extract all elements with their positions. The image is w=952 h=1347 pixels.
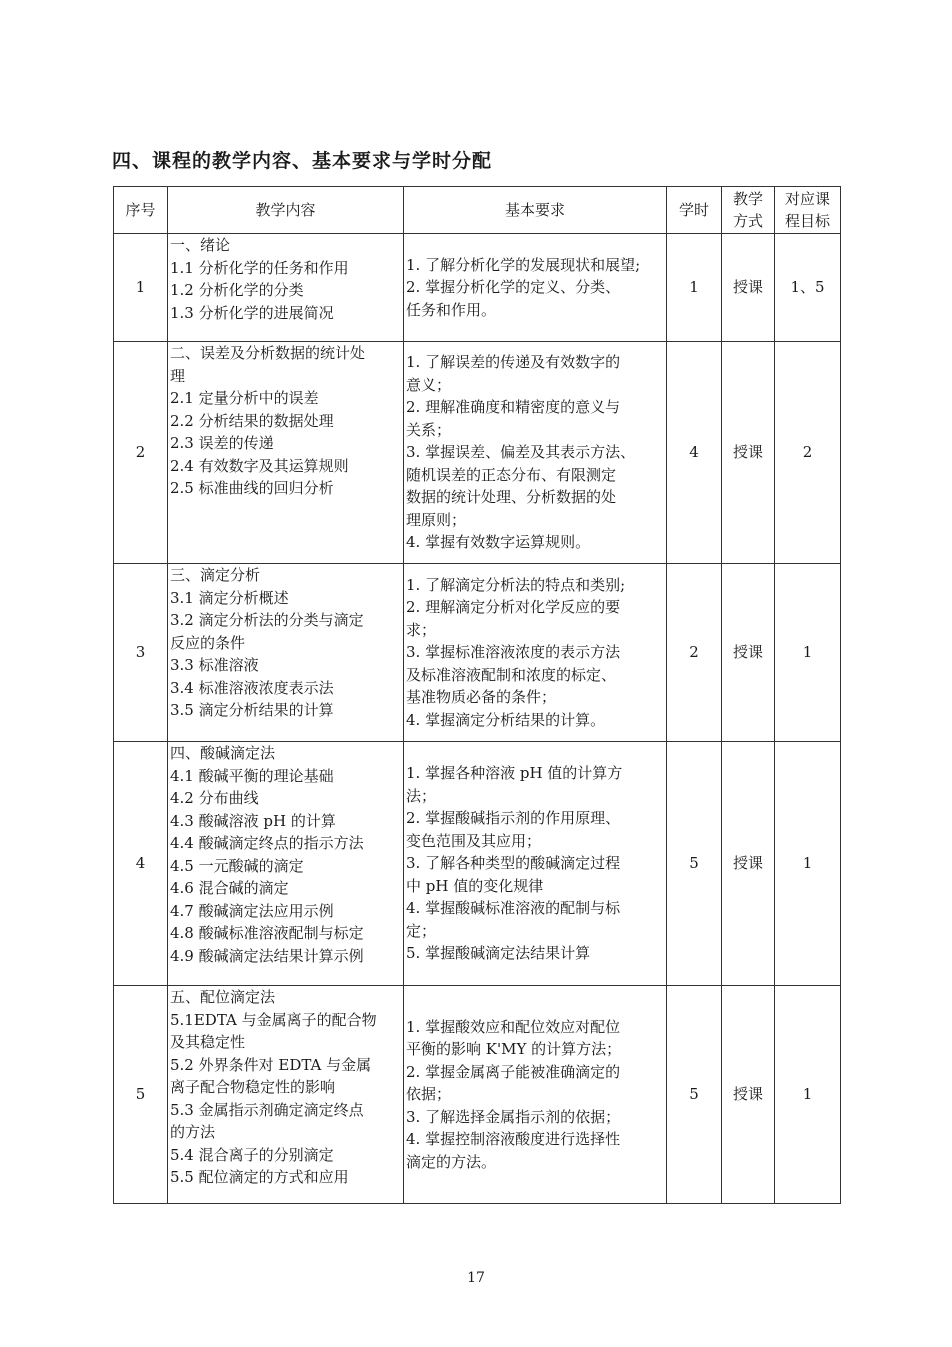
requirement-line: 1. 掌握酸效应和配位效应对配位: [406, 1017, 621, 1036]
content-line: 1.3 分析化学的进展简况: [170, 303, 334, 322]
requirement-line: 2. 掌握金属离子能被准确滴定的: [406, 1062, 621, 1081]
header-method-line-2: 方式: [732, 212, 763, 230]
method-cell: 授课: [722, 986, 775, 1204]
requirement-line: 中 pH 值的变化规律: [406, 876, 544, 895]
row-index-cell: 2: [114, 342, 168, 564]
requirement-line: 随机误差的正态分布、有限测定: [406, 465, 617, 484]
method-cell: 授课: [722, 342, 775, 564]
content-line: 反应的条件: [170, 633, 246, 652]
objective-cell: 1: [775, 986, 841, 1204]
content-line: 二、误差及分析数据的统计处: [170, 344, 366, 362]
content-cell: [168, 234, 404, 342]
content-line: 5.4 混合离子的分别滴定: [170, 1145, 334, 1164]
header-method: [722, 187, 775, 234]
method-cell: 授课: [722, 234, 775, 342]
objective-cell: 1: [775, 742, 841, 986]
requirement-line: 4. 掌握滴定分析结果的计算。: [406, 710, 606, 729]
requirement-line: 及标准溶液配制和浓度的标定、: [406, 665, 617, 684]
method-cell: 授课: [722, 742, 775, 986]
content-cell: [168, 564, 404, 742]
requirement-line: 法；: [406, 786, 437, 805]
content-line: 2.5 标准曲线的回归分析: [170, 479, 334, 497]
content-line: 3.4 标准溶液浓度表示法: [170, 678, 334, 697]
content-line: 5.5 配位滴定的方式和应用: [170, 1168, 349, 1186]
content-line: 4.5 一元酸碱的滴定: [170, 856, 304, 875]
hours-cell: 2: [667, 564, 722, 742]
header-method-line-1: 教学: [732, 190, 763, 208]
requirement-line: 1. 了解分析化学的发展现状和展望;: [406, 255, 641, 274]
requirements-cell: [404, 742, 667, 986]
content-line: 3.5 滴定分析结果的计算: [170, 701, 334, 719]
curriculum-table: [113, 186, 841, 1204]
content-line: 4.6 混合碱的滴定: [170, 879, 289, 897]
table-header-row: [114, 187, 841, 234]
requirement-line: 3. 了解选择金属指示剂的依据；: [406, 1107, 621, 1126]
table-row: [114, 342, 841, 564]
content-line: 3.2 滴定分析法的分类与滴定: [170, 611, 364, 629]
content-line: 五、配位滴定法: [170, 988, 276, 1006]
header-objective-line-1: 对应课: [784, 190, 830, 208]
content-line: 2.2 分析结果的数据处理: [170, 411, 334, 430]
requirement-line: 4. 掌握有效数字运算规则。: [406, 533, 591, 552]
requirement-line: 2. 掌握酸碱指示剂的作用原理、: [406, 809, 621, 828]
requirement-line: 关系；: [406, 420, 452, 439]
requirements-cell: [404, 342, 667, 564]
header-requirements: 基本要求: [404, 187, 667, 234]
requirement-line: 数据的统计处理、分析数据的处: [406, 488, 617, 507]
requirements-cell: [404, 234, 667, 342]
hours-cell: 5: [667, 742, 722, 986]
objective-cell: 1: [775, 564, 841, 742]
requirement-line: 理原则；: [406, 510, 467, 529]
hours-cell: 5: [667, 986, 722, 1204]
requirement-line: 求；: [406, 620, 437, 639]
objective-cell: 1、5: [775, 234, 841, 342]
content-line: 4.4 酸碱滴定终点的指示方法: [170, 834, 364, 852]
content-line: 一、绪论: [170, 236, 231, 254]
content-line: 4.9 酸碱滴定法结果计算示例: [170, 946, 364, 965]
header-objective: [775, 187, 841, 234]
table-row: [114, 234, 841, 342]
row-index-cell: 4: [114, 742, 168, 986]
content-line: 5.3 金属指示剂确定滴定终点: [170, 1100, 364, 1119]
table-body: [114, 234, 841, 1204]
requirement-line: 1. 了解滴定分析法的特点和类别;: [406, 575, 626, 594]
requirement-line: 滴定的方法。: [406, 1152, 497, 1171]
row-index-cell: 5: [114, 986, 168, 1204]
requirement-line: 平衡的影响 K'MY 的计算方法；: [406, 1040, 622, 1059]
requirement-line: 基准物质必备的条件；: [406, 688, 557, 707]
content-line: 2.4 有效数字及其运算规则: [170, 456, 349, 475]
table-row: [114, 986, 841, 1204]
requirement-line: 2. 理解准确度和精密度的意义与: [406, 398, 621, 417]
section-heading: 四、课程的教学内容、基本要求与学时分配: [112, 150, 493, 172]
content-line: 理: [170, 366, 186, 385]
header-objective-line-2: 程目标: [784, 212, 830, 230]
content-line: 4.3 酸碱溶液 pH 的计算: [170, 811, 336, 830]
content-cell: [168, 986, 404, 1204]
requirement-line: 4. 掌握控制溶液酸度进行选择性: [406, 1130, 621, 1149]
requirement-line: 依据；: [406, 1085, 452, 1104]
table-row: [114, 564, 841, 742]
header-content: 教学内容: [168, 187, 404, 234]
content-line: 2.1 定量分析中的误差: [170, 389, 319, 407]
hours-cell: 4: [667, 342, 722, 564]
requirement-line: 1. 掌握各种溶液 pH 值的计算方: [406, 764, 623, 783]
row-index-cell: 3: [114, 564, 168, 742]
requirements-cell: [404, 564, 667, 742]
page-number: 17: [467, 1270, 485, 1286]
content-line: 及其稳定性: [170, 1033, 246, 1051]
content-cell: [168, 742, 404, 986]
requirement-line: 5. 掌握酸碱滴定法结果计算: [406, 944, 591, 963]
requirement-line: 3. 掌握标准溶液浓度的表示方法: [406, 643, 621, 662]
content-line: 4.1 酸碱平衡的理论基础: [170, 766, 334, 785]
content-line: 4.7 酸碱滴定法应用示例: [170, 901, 334, 920]
content-line: 离子配合物稳定性的影响: [170, 1078, 336, 1096]
objective-cell: 2: [775, 342, 841, 564]
header-index: 序号: [114, 187, 168, 234]
hours-cell: 1: [667, 234, 722, 342]
requirement-line: 任务和作用。: [406, 300, 497, 319]
requirement-line: 3. 了解各种类型的酸碱滴定过程: [406, 854, 621, 873]
requirement-line: 定；: [406, 921, 437, 940]
content-line: 四、酸碱滴定法: [170, 744, 276, 762]
method-cell: 授课: [722, 564, 775, 742]
content-line: 三、滴定分析: [170, 566, 261, 584]
content-line: 5.2 外界条件对 EDTA 与金属: [170, 1055, 372, 1074]
requirement-line: 2. 掌握分析化学的定义、分类、: [406, 278, 621, 297]
requirements-cell: [404, 986, 667, 1204]
content-cell: [168, 342, 404, 564]
content-line: 4.2 分布曲线: [170, 789, 259, 807]
requirement-line: 3. 掌握误差、偏差及其表示方法、: [406, 443, 636, 462]
content-line: 的方法: [170, 1123, 216, 1141]
requirement-line: 意义；: [406, 375, 452, 394]
table-row: [114, 742, 841, 986]
content-line: 5.1EDTA 与金属离子的配合物: [170, 1010, 377, 1029]
row-index-cell: 1: [114, 234, 168, 342]
content-line: 2.3 误差的传递: [170, 434, 274, 452]
content-line: 3.1 滴定分析概述: [170, 588, 289, 607]
requirement-line: 变色范围及其应用；: [406, 831, 542, 850]
content-line: 1.1 分析化学的任务和作用: [170, 258, 349, 277]
requirement-line: 4. 掌握酸碱标准溶液的配制与标: [406, 899, 621, 918]
content-line: 4.8 酸碱标准溶液配制与标定: [170, 924, 364, 942]
requirement-line: 1. 了解误差的传递及有效数字的: [406, 353, 621, 372]
header-hours: 学时: [667, 187, 722, 234]
content-line: 3.3 标准溶液: [170, 656, 259, 674]
requirement-line: 2. 理解滴定分析对化学反应的要: [406, 598, 621, 617]
content-line: 1.2 分析化学的分类: [170, 281, 304, 299]
